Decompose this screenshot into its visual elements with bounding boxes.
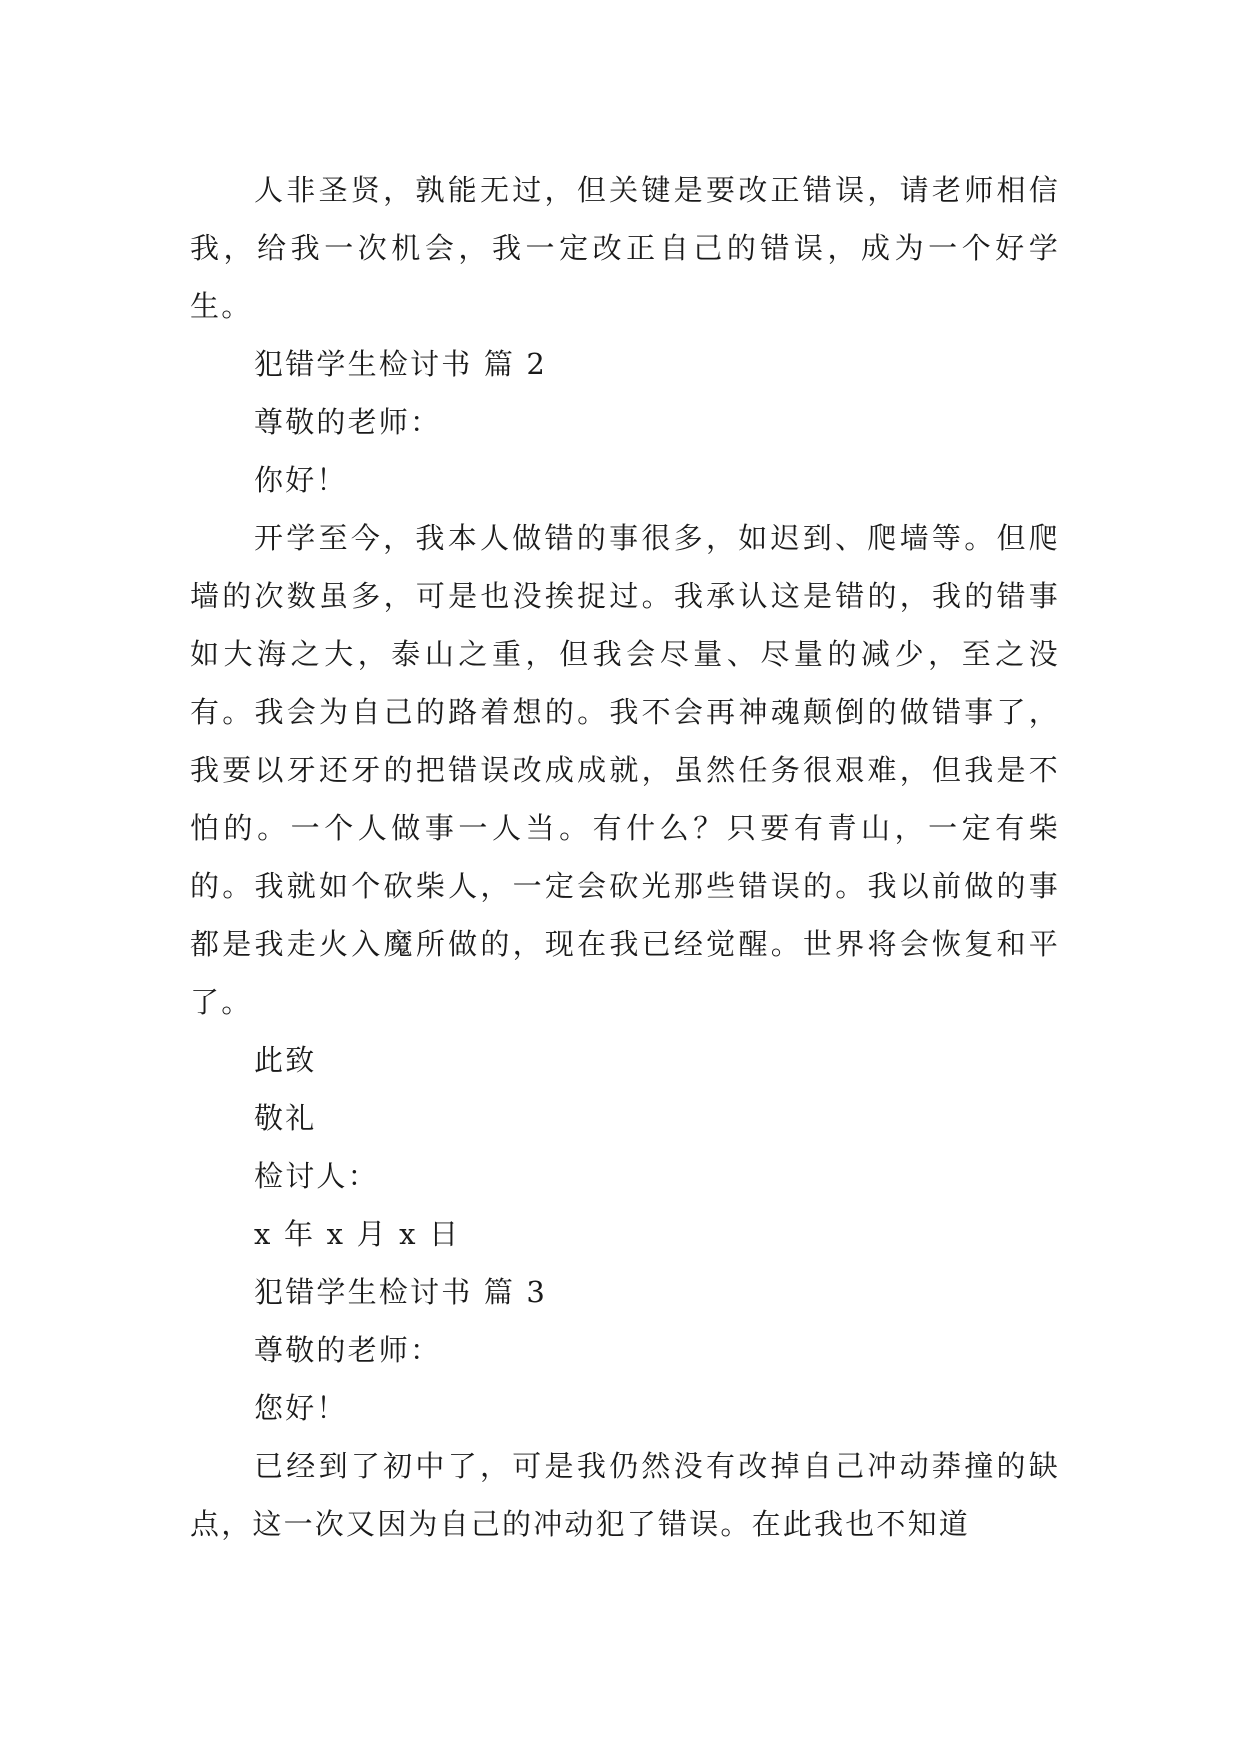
section-heading-2: 犯错学生检讨书 篇 2 — [254, 347, 548, 381]
paragraph-closing-promise: 人非圣贤，孰能无过，但关键是要改正错误，请老师相信我，给我一次机会，我一定改正自己的错误，成为一个好学生。 — [190, 173, 1060, 323]
paragraph-body: 已经到了初中了，可是我仍然没有改掉自己冲动莽撞的缺点，这一次又因为自己的冲动犯了错误。在此我也不知道 — [190, 1449, 1060, 1541]
greeting: 你好！ — [254, 463, 348, 497]
section-heading-3: 犯错学生检讨书 篇 3 — [254, 1275, 548, 1309]
greeting: 您好！ — [254, 1391, 348, 1425]
salutation: 尊敬的老师： — [254, 405, 442, 439]
paragraph-body: 开学至今，我本人做错的事很多，如迟到、爬墙等。但爬墙的次数虽多，可是也没挨捉过。我承认这是错的，我的错事如大海之大，泰山之重，但我会尽量、尽量的减少，至之没有。我会为自己的路着想的。我不会再神魂颠倒的做错事了，我要以牙还牙的把错误改成成就，虽然任务很艰难，但我是不怕的。一个人做事一人当。有什么？只要有青山，一定有柴的。我就如个砍柴人，一定会砍光那些错误的。我以前做的事都是我走火入魔所做的，现在我已经觉醒。世界将会恢复和平了。 — [190, 521, 1060, 1019]
closing-line-1: 此致 — [254, 1043, 317, 1077]
closing-line-2: 敬礼 — [254, 1101, 317, 1135]
signature-label: 检讨人： — [254, 1159, 379, 1193]
date-line: x 年 x 月 x 日 — [254, 1217, 461, 1251]
document-body — [190, 161, 1060, 1553]
salutation: 尊敬的老师： — [254, 1333, 442, 1367]
